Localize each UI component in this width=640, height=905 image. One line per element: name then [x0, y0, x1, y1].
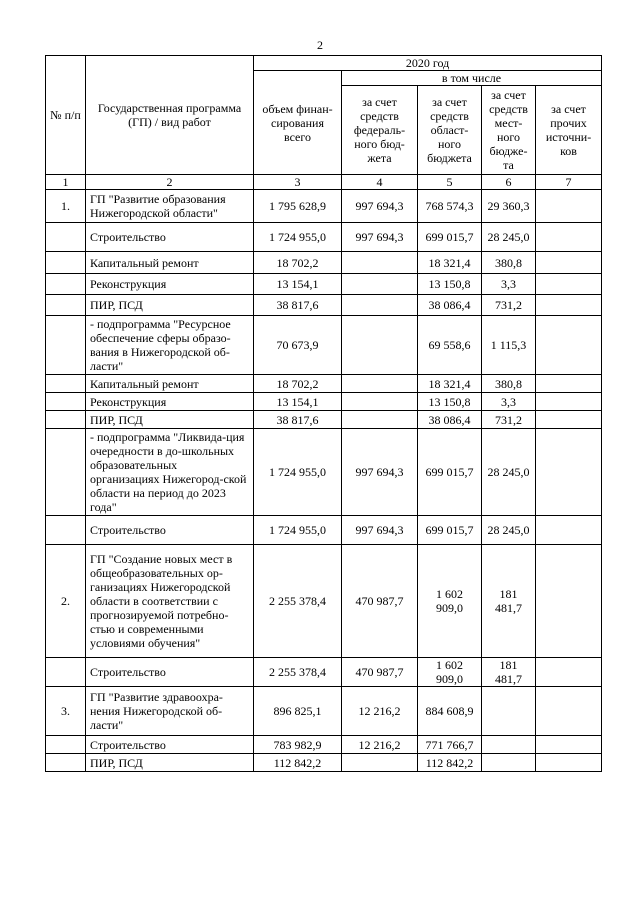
regional-cell: 18 321,4: [418, 375, 482, 393]
local-cell: 28 245,0: [482, 516, 536, 545]
federal-cell: [342, 316, 418, 375]
other-cell: [536, 411, 602, 429]
federal-cell: [342, 754, 418, 772]
total-cell: 2 255 378,4: [254, 545, 342, 658]
row-name-cell: Строительство: [86, 516, 254, 545]
row-name-cell: Строительство: [86, 658, 254, 687]
federal-cell: 12 216,2: [342, 687, 418, 736]
table-row: [46, 658, 602, 687]
federal-cell: 12 216,2: [342, 736, 418, 754]
federal-cell: [342, 274, 418, 295]
total-cell: 1 724 955,0: [254, 516, 342, 545]
table-row: [46, 516, 602, 545]
row-number-cell: 3.: [46, 687, 86, 736]
other-cell: [536, 393, 602, 411]
federal-cell: [342, 375, 418, 393]
regional-cell: 699 015,7: [418, 223, 482, 252]
row-number-cell: [46, 295, 86, 316]
row-number-cell: [46, 223, 86, 252]
row-name-cell: Капитальный ремонт: [86, 252, 254, 274]
federal-cell: 997 694,3: [342, 190, 418, 223]
regional-cell: 884 608,9: [418, 687, 482, 736]
local-cell: [482, 754, 536, 772]
total-cell: 70 673,9: [254, 316, 342, 375]
row-number-cell: 2.: [46, 545, 86, 658]
total-cell: 783 982,9: [254, 736, 342, 754]
table-row: [46, 190, 602, 223]
header-col-federal: за счет средств федераль-ного бюд-жета: [342, 86, 418, 175]
row-name-cell: Строительство: [86, 736, 254, 754]
regional-cell: 771 766,7: [418, 736, 482, 754]
total-cell: 38 817,6: [254, 295, 342, 316]
total-cell: 18 702,2: [254, 252, 342, 274]
federal-cell: 470 987,7: [342, 658, 418, 687]
table-row: [46, 429, 602, 516]
other-cell: [536, 252, 602, 274]
header-year: 2020 год: [254, 56, 602, 71]
local-cell: [482, 687, 536, 736]
regional-cell: 18 321,4: [418, 252, 482, 274]
total-cell: 13 154,1: [254, 393, 342, 411]
other-cell: [536, 516, 602, 545]
local-cell: 181 481,7: [482, 545, 536, 658]
table-row: [46, 316, 602, 375]
row-number-cell: [46, 274, 86, 295]
row-name-cell: - подпрограмма "Ресурсное обеспечение сферы образо-вания в Нижегородской об-ласти": [86, 316, 254, 375]
regional-cell: 112 842,2: [418, 754, 482, 772]
row-number-cell: [46, 736, 86, 754]
total-cell: 18 702,2: [254, 375, 342, 393]
table-row: [46, 375, 602, 393]
federal-cell: 997 694,3: [342, 429, 418, 516]
regional-cell: 13 150,8: [418, 274, 482, 295]
row-number-cell: [46, 411, 86, 429]
column-number: 2: [86, 175, 254, 190]
local-cell: 731,2: [482, 295, 536, 316]
table-row: [46, 274, 602, 295]
federal-cell: [342, 411, 418, 429]
other-cell: [536, 658, 602, 687]
column-number: 4: [342, 175, 418, 190]
total-cell: 1 795 628,9: [254, 190, 342, 223]
local-cell: 29 360,3: [482, 190, 536, 223]
local-cell: 3,3: [482, 393, 536, 411]
local-cell: [482, 736, 536, 754]
table-row: [46, 687, 602, 736]
federal-cell: 997 694,3: [342, 223, 418, 252]
other-cell: [536, 295, 602, 316]
row-name-cell: - подпрограмма "Ликвида-ция очередности в до-школьных образовательных организациях Нижегород-ской области на период до 2023 года": [86, 429, 254, 516]
table-row: [46, 411, 602, 429]
header-in-total: в том числе: [342, 71, 602, 86]
local-cell: 181 481,7: [482, 658, 536, 687]
header-col-program: Государственная программа (ГП) / вид работ: [86, 56, 254, 175]
financing-table: [45, 55, 602, 772]
other-cell: [536, 223, 602, 252]
total-cell: 2 255 378,4: [254, 658, 342, 687]
regional-cell: 1 602 909,0: [418, 658, 482, 687]
row-number-cell: [46, 393, 86, 411]
other-cell: [536, 316, 602, 375]
row-name-cell: Строительство: [86, 223, 254, 252]
regional-cell: 38 086,4: [418, 295, 482, 316]
row-name-cell: Реконструкция: [86, 393, 254, 411]
row-number-cell: [46, 375, 86, 393]
regional-cell: 69 558,6: [418, 316, 482, 375]
local-cell: 3,3: [482, 274, 536, 295]
local-cell: 1 115,3: [482, 316, 536, 375]
other-cell: [536, 687, 602, 736]
header-col-local: за счет средств мест-ного бюдже-та: [482, 86, 536, 175]
table-row: [46, 754, 602, 772]
other-cell: [536, 545, 602, 658]
federal-cell: [342, 252, 418, 274]
other-cell: [536, 736, 602, 754]
row-number-cell: [46, 252, 86, 274]
other-cell: [536, 274, 602, 295]
other-cell: [536, 375, 602, 393]
column-number: 1: [46, 175, 86, 190]
row-name-cell: Капитальный ремонт: [86, 375, 254, 393]
regional-cell: 1 602 909,0: [418, 545, 482, 658]
header-col-total: объем финан-сирования всего: [254, 71, 342, 175]
regional-cell: 38 086,4: [418, 411, 482, 429]
local-cell: 380,8: [482, 375, 536, 393]
total-cell: 1 724 955,0: [254, 223, 342, 252]
federal-cell: 470 987,7: [342, 545, 418, 658]
total-cell: 13 154,1: [254, 274, 342, 295]
other-cell: [536, 754, 602, 772]
table-row: [46, 252, 602, 274]
regional-cell: 13 150,8: [418, 393, 482, 411]
row-name-cell: ГП "Развитие образования Нижегородской области": [86, 190, 254, 223]
table-row: [46, 295, 602, 316]
total-cell: 38 817,6: [254, 411, 342, 429]
page-number: 2: [317, 38, 323, 52]
other-cell: [536, 190, 602, 223]
regional-cell: 699 015,7: [418, 516, 482, 545]
total-cell: 896 825,1: [254, 687, 342, 736]
row-name-cell: ПИР, ПСД: [86, 411, 254, 429]
regional-cell: 768 574,3: [418, 190, 482, 223]
row-number-cell: [46, 658, 86, 687]
table-row: [46, 736, 602, 754]
other-cell: [536, 429, 602, 516]
column-number: 7: [536, 175, 602, 190]
column-number: 5: [418, 175, 482, 190]
local-cell: 28 245,0: [482, 429, 536, 516]
row-name-cell: Реконструкция: [86, 274, 254, 295]
local-cell: 28 245,0: [482, 223, 536, 252]
table-row: [46, 545, 602, 658]
local-cell: 731,2: [482, 411, 536, 429]
header-col-regional: за счет средств област-ного бюджета: [418, 86, 482, 175]
header-col-num: № п/п: [46, 56, 86, 175]
row-number-cell: [46, 316, 86, 375]
total-cell: 1 724 955,0: [254, 429, 342, 516]
header-col-other: за счет прочих источни-ков: [536, 86, 602, 175]
row-name-cell: ПИР, ПСД: [86, 754, 254, 772]
total-cell: 112 842,2: [254, 754, 342, 772]
regional-cell: 699 015,7: [418, 429, 482, 516]
table-row: [46, 393, 602, 411]
local-cell: 380,8: [482, 252, 536, 274]
column-number: 6: [482, 175, 536, 190]
row-number-cell: [46, 429, 86, 516]
federal-cell: [342, 393, 418, 411]
column-number: 3: [254, 175, 342, 190]
row-name-cell: ГП "Развитие здравоохра-нения Нижегородской об-ласти": [86, 687, 254, 736]
federal-cell: [342, 295, 418, 316]
table-row: [46, 223, 602, 252]
row-number-cell: [46, 754, 86, 772]
row-name-cell: ПИР, ПСД: [86, 295, 254, 316]
row-name-cell: ГП "Создание новых мест в общеобразовательных ор-ганизациях Нижегородской области в соответствии с прогнозируемой потребно-стью и современными условиями обучения": [86, 545, 254, 658]
row-number-cell: [46, 516, 86, 545]
row-number-cell: 1.: [46, 190, 86, 223]
federal-cell: 997 694,3: [342, 516, 418, 545]
